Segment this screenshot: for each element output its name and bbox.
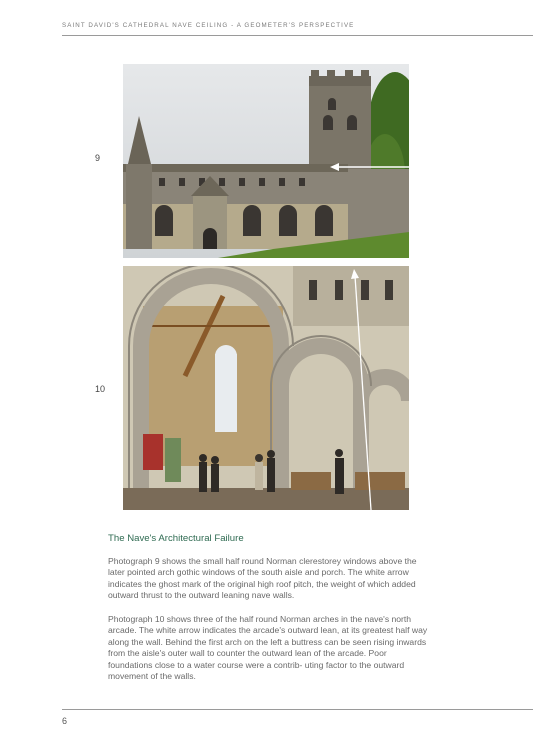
running-head: SAINT DAVID'S CATHEDRAL NAVE CEILING - A GEOMETER'S PERSPECTIVE — [62, 22, 355, 29]
page-number: 6 — [62, 716, 68, 726]
photo-9-illustration — [123, 64, 409, 258]
paragraph-photograph-10: Photograph 10 shows three of the half round Norman arches in the nave's north arcade. The white arrow indicates the arcade's outward lean, at its greatest half way along the wall. Behind the first arch on the left a buttress can be seen rising inwards from the aisle's outer wall to counter the outward lean of the arcade. Poor foundations close to a water course were a contrib- uting factor to the outward movement of the walls. — [108, 614, 428, 682]
photo-9-cathedral-exterior — [123, 64, 409, 258]
photo-10-illustration — [123, 266, 409, 510]
figure-9-number: 9 — [95, 153, 101, 163]
section-heading: The Nave's Architectural Failure — [108, 533, 244, 544]
header-rule — [62, 35, 533, 36]
paragraph-photograph-9: Photograph 9 shows the small half round Norman clerestorey windows above the later pointed arch gothic windows of the south aisle and porch. The white arrow indicates the ghost mark of the original high roof pitch, the weight of which added outward thrust to the outward leaning nave walls. — [108, 556, 417, 601]
photo-10-nave-arcade — [123, 266, 409, 510]
footer-rule — [62, 709, 533, 710]
figure-10-number: 10 — [95, 384, 106, 394]
